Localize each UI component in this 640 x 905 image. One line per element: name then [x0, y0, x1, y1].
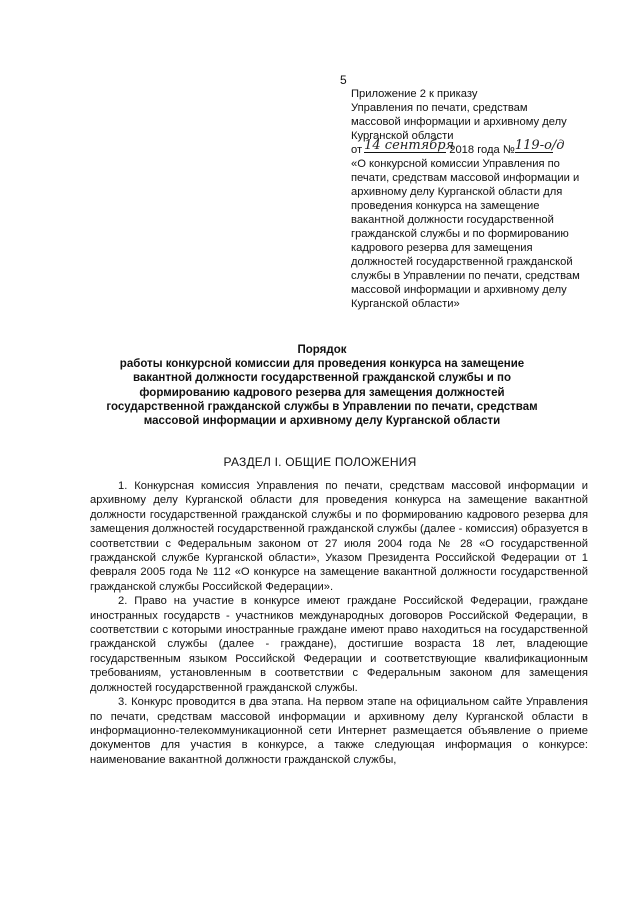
- handwritten-date: 14 сентября: [364, 138, 455, 153]
- section-heading: РАЗДЕЛ I. ОБЩИЕ ПОЛОЖЕНИЯ: [223, 455, 417, 469]
- document-title-block: [92, 343, 552, 428]
- section-body: [90, 479, 588, 767]
- order-title: «О конкурсной комиссии Управления по печати, средствам массовой информации и архивному делу Курганской области для проведения конкурса на замещение вакантной должности государственной гражданской службы и по формированию кадрового резерва для замещения должностей государственной гражданской службы в Управлении по печати, средствам массовой информации и архивному делу Курганской области»: [351, 158, 580, 310]
- paragraph: 2. Право на участие в конкурсе имеют граждане Российской Федерации, граждане иностранных государств - участников международных договоров Российской Федерации, в соответствии с которыми иностранные граждане имеют право находиться на государственной гражданской службы (далее - граждане), достигшие возраста 18 лет, владеющие государственным языком Российской Федерации и соответствующие квалификационным требованиям, установленным в соответствии с Федеральным законом для замещения должностей государственной гражданской службы.: [90, 595, 588, 694]
- appendix-block: [351, 87, 591, 311]
- appendix-line: массовой информации и архивному делу: [351, 116, 567, 128]
- order-date-line: [351, 138, 591, 157]
- appendix-line: Курганской области: [351, 130, 454, 142]
- document-subtitle: работы конкурсной комиссии для проведения конкурса на замещение вакантной должности государственной гражданской службы и по формированию кадрового резерва для замещения должностей государственной гражданской службы в Управлении по печати, средствам массовой информации и архивному делу Курганской области: [106, 358, 538, 428]
- paragraph: 3. Конкурс проводится в два этапа. На первом этапе на официальном сайте Управления по печати, средствам массовой информации и архивному делу Курганской области в информационно-телекоммуникационной сети Интернет размещается объявление о приеме документов для участия в конкурсе, а также следующая информация о конкурсе: наименование вакантной должности гражданской службы,: [90, 696, 588, 766]
- appendix-line: Приложение 2 к приказу: [351, 88, 478, 100]
- date-middle: 2018 года №: [449, 144, 515, 156]
- date-prefix: от: [351, 144, 363, 156]
- paragraph: 1. Конкурсная комиссия Управления по печати, средствам массовой информации и архивному делу Курганской области для проведения конкурса на замещение вакантной должности государственной гражданской службы и по формированию кадрового резерва для замещения должностей государственной гражданской службы (далее - комиссия) образуется в соответствии с Федеральным законом от 27 июля 2004 года № 28 «О государственной гражданской службе Курганской области», Указом Президента Российской Федерации от 1 февраля 2005 года № 112 «О конкурсе на замещение вакантной должности государственной гражданской службы Российской Федерации».: [90, 480, 588, 593]
- document-heading: Порядок: [297, 344, 347, 356]
- handwritten-order-number: 119-о/д: [514, 138, 565, 153]
- appendix-line: Управления по печати, средствам: [351, 102, 528, 114]
- page-number: 5: [340, 73, 347, 87]
